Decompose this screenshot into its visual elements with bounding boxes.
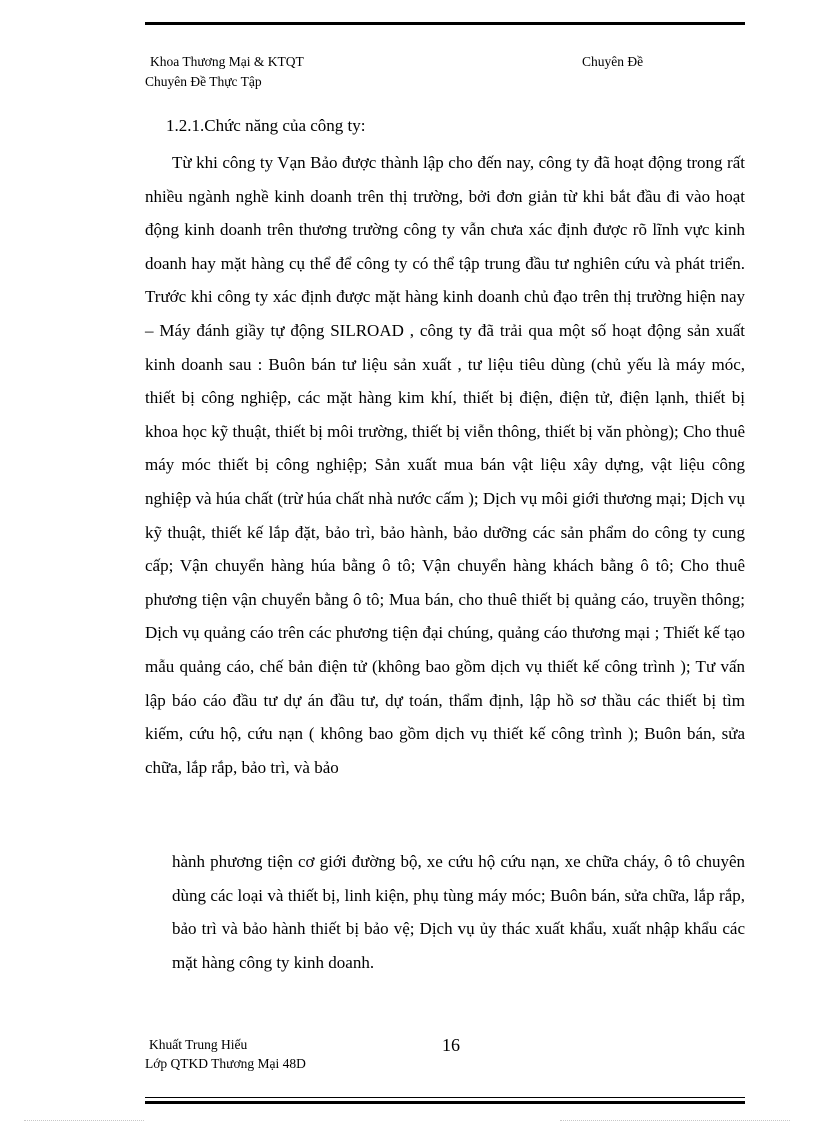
header-topic: Chuyên Đề (582, 54, 644, 69)
body-paragraph-2: hành phương tiện cơ giới đường bộ, xe cứu hộ cứu nạn, xe chữa cháy, ô tô chuyên dùng các loại và thiết bị, linh kiện, phụ tùng máy móc; Buôn bán, sửa chữa, lắp rắp, bảo trì và bảo hành thiết bị bảo vệ; Dịch vụ ủy thác xuất khẩu, xuất nhập khẩu các mặt hàng công ty kinh doanh. (172, 852, 745, 972)
footer-rule-thin (145, 1097, 745, 1098)
body-paragraph-1: Từ khi công ty Vạn Bảo được thành lập cho đến nay, công ty đã hoạt động trong rất nhiều ngành nghề kinh doanh trên thị trường, bởi đơn giản từ khi bắt đầu đi vào hoạt động kinh doanh trên thương trường công ty vẫn chưa xác định được rõ lĩnh vực kinh doanh hay mặt hàng cụ thể để công ty có thể tập trung đầu tư nghiên cứu và phát triển. Trước khi công ty xác định được mặt hàng kinh doanh chủ đạo trên thị trường hiện nay – Máy đánh giầy tự động SILROAD , công ty đã trải qua một số hoạt động sản xuất kinh doanh sau : Buôn bán tư liệu sản xuất , tư liệu tiêu dùng (chủ yếu là máy móc, thiết bị công nghiệp, các mặt hàng kim khí, thiết bị điện, điện tử, điện lạnh, thiết bị khoa học kỹ thuật, thiết bị môi trường, thiết bị viễn thông, thiết bị văn phòng); Cho thuê máy móc thiết bị công nghiệp; Sản xuất mua bán vật liệu xây dựng, vật liệu công nghiệp và húa chất (trừ húa chất nhà nước cấm ); Dịch vụ môi giới thương mại; Dịch vụ kỹ thuật, thiết kế lắp đặt, bảo trì, bảo hành, bảo dưỡng các sản phẩm do công ty cung cấp; Vận chuyển hàng húa bằng ô tô; Vận chuyển hàng khách bằng ô tô; Cho thuê phương tiện vận chuyển bằng ô tô; Mua bán, cho thuê thiết bị quảng cáo, truyền thông; Dịch vụ quảng cáo trên các phương tiện đại chúng, quảng cáo thương mại ; Thiết kế tạo mẫu quảng cáo, chế bản điện tử (không bao gồm dịch vụ thiết kế công trình ); Tư vấn lập báo cáo đầu tư dự án đầu tư, dự toán, thẩm định, lập hồ sơ thầu các thiết bị tìm kiếm, cứu hộ, cứu nạn ( không bao gồm dịch vụ thiết kế công trình ); Buôn bán, sửa chữa, lắp rắp, bảo trì, và bảo (145, 153, 745, 777)
footer-author: Khuất Trung Hiếu (149, 1037, 248, 1052)
footer-class: Lớp QTKD Thương Mại 48D (145, 1056, 306, 1071)
page-edge-dots-left (24, 1120, 144, 1122)
page-edge-dots-right (560, 1120, 790, 1122)
footer-rule-thick (145, 1101, 745, 1104)
section-title: 1.2.1.Chức năng của công ty: (166, 116, 366, 135)
header-rule (145, 22, 745, 25)
header-faculty: Khoa Thương Mại & KTQT (150, 54, 304, 69)
header-doc-type: Chuyên Đề Thực Tập (145, 74, 262, 89)
page-number: 16 (442, 1035, 460, 1055)
